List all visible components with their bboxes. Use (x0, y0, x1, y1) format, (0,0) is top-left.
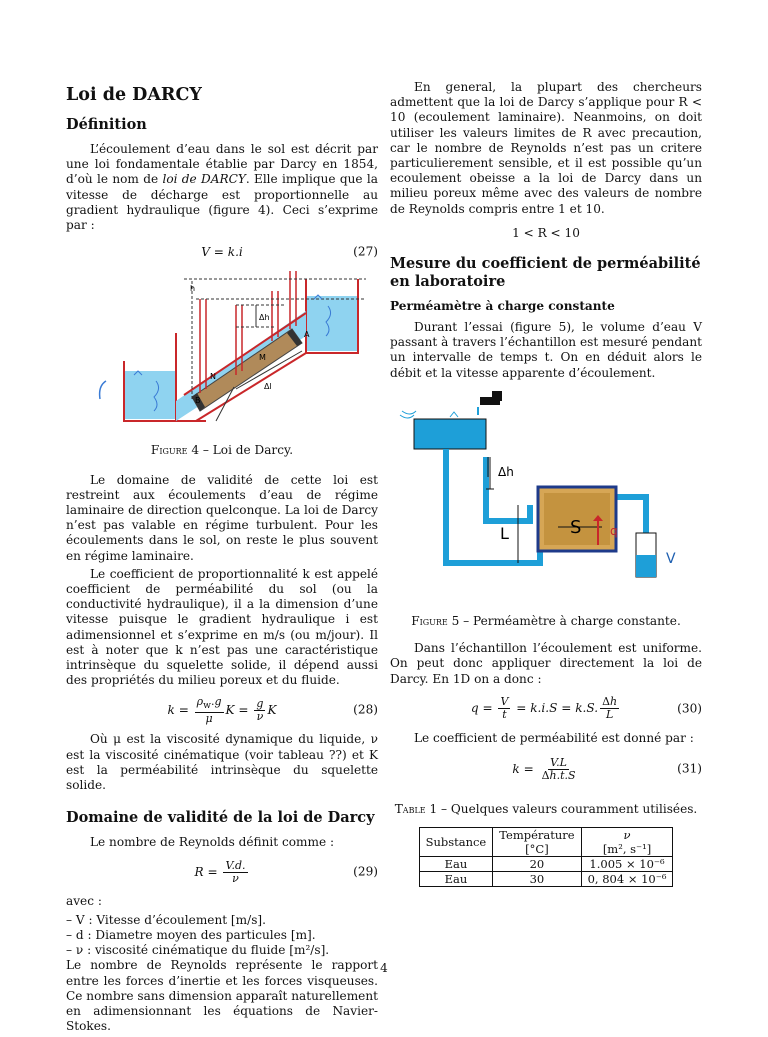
definition-paragraph: L’écoulement d’eau dans le sol est décrit par une loi fondamentale établie par Darcy en 1854, d’où le nom de loi de DARCY. Elle implique que la vitesse de décharge est proportionnelle au gradient hydraulique (figure 4). Ceci s’exprime par : (66, 142, 378, 233)
table-header: Substance (419, 828, 493, 857)
equation-number: (31) (677, 761, 702, 776)
table-row (419, 872, 673, 887)
definition-heading: Définition (66, 116, 147, 133)
label-dh: Δh (259, 313, 270, 323)
label-dh: Δh (498, 464, 514, 479)
list-item: – d : Diametre moyen des particules [m]. (66, 927, 316, 942)
figure-4 (66, 271, 378, 458)
equation-31: k = $\frac{V.L}{\Delta h.t.S}$ (31) (512, 755, 702, 782)
equation-30: q = $\frac{V}{t}$ = k.i.S = k.S. $\frac{\Delta h}{L}$ (30) (470, 695, 702, 722)
durant-paragraph: Durant l’essai (figure 5), le volume d’eau V passant à travers l’échantillon est mesuré pendant un intervalle de temps t. On en déduit alors le débit et la vitesse apparente d’écoulement. (390, 320, 702, 380)
darcy-figure (66, 271, 378, 431)
viscosity-paragraph: Où μ est la viscosité dynamique du liquide, ν est la viscosité cinématique (voir tableau ??) et K est la perméabilité intrinsèque du squelette solide. (66, 732, 378, 793)
equation-28: k = $\frac{\rho_w.g}{\mu}$ K = $\frac{g}{\nu}$ K (28) (167, 694, 378, 726)
equation-number: (30) (677, 701, 702, 716)
equation-27: V = k.i (27) (201, 244, 378, 259)
label-n: N (210, 372, 216, 382)
label-h: h (190, 284, 196, 294)
figure-5-caption: Figure 5 – Perméamètre à charge constante. (411, 614, 681, 629)
values-table (419, 827, 674, 887)
table-header-row (419, 828, 673, 857)
label-b: B (195, 396, 201, 406)
coefk-paragraph: Le coefficient de perméabilité est donné par : (414, 730, 694, 745)
inequality: 1 < R < 10 (512, 226, 580, 241)
permeameter-figure (390, 387, 702, 602)
list-item: – V : Vitesse d’écoulement [m/s]. (66, 912, 266, 927)
table-cell: 20 (493, 857, 581, 872)
reynolds-intro: Le nombre de Reynolds définit comme : (90, 835, 335, 850)
label-l: L (500, 523, 509, 543)
equation-number: (28) (353, 702, 378, 717)
table-cell: 0, 804 × 10⁻⁶ (581, 872, 673, 887)
equation-number: (29) (353, 864, 378, 879)
list-item: – ν : viscosité cinématique du fluide [m²/s]. (66, 943, 330, 958)
label-q: q (610, 523, 618, 538)
label-v: V (666, 550, 676, 567)
subsection-heading: Perméamètre à charge constante (390, 298, 615, 313)
right-column (390, 80, 702, 887)
table-row (419, 857, 673, 872)
uniform-paragraph: Dans l’échantillon l’écoulement est uniforme. On peut donc appliquer directement la loi de Darcy. En 1D on a donc : (390, 641, 702, 686)
label-m: M (259, 353, 266, 363)
page-number: 4 (380, 961, 388, 975)
reynolds-paragraph: Le nombre de Reynolds représente le rapport entre les forces d’inertie et les forces visqueuses. Ce nombre sans dimension apparaît naturellement en adimensionnant les équations de Navier-Stokes. (66, 958, 378, 1034)
equation-number: (27) (353, 244, 378, 259)
table-cell: 1.005 × 10⁻⁶ (581, 857, 673, 872)
table-cell: Eau (419, 857, 493, 872)
table-caption: Table 1 – Quelques valeurs couramment utilisées. (394, 802, 698, 817)
table-cell: 30 (493, 872, 581, 887)
table-header: ν [m², s⁻¹] (581, 828, 673, 857)
section-title: Loi de DARCY (66, 85, 202, 105)
label-a: A (304, 330, 310, 340)
figure-4-caption: Figure 4 – Loi de Darcy. (150, 443, 294, 458)
domain-paragraph: Le domaine de validité de cette loi est restreint aux écoulements d’eau de régime laminaire de direction quelconque. La loi de Darcy n’est pas valable en régime turbulent. Pour les écoulements dans le sol, on reste le plus souvent en régime laminaire. (66, 472, 378, 563)
validity-heading: Domaine de validité de la loi de Darcy (66, 809, 375, 827)
equation-29: R = $\frac{V.d.}{\nu}$ (29) (194, 858, 378, 885)
label-s: S (570, 516, 582, 538)
variable-list (66, 913, 378, 959)
left-column (66, 80, 378, 1037)
table-header: Température [°C] (493, 828, 581, 857)
coefficient-paragraph: Le coefficient de proportionnalité k est appelé coefficient de perméabilité du sol (ou la conductivité hydraulique), il a la dimension d’une vitesse puisque le gradient hydraulique i est adimensionnel et s’exprime en m/s (ou m/jour). Il est à noter que k n’est pas une caractéristique intrinsèque du squelette solide, il dépend aussi des propriétés du milieu poreux et du fluide. (66, 566, 378, 688)
label-dl: Δl (264, 382, 272, 392)
general-paragraph: En general, la plupart des chercheurs admettent que la loi de Darcy s’applique pour R < 10 (ecoulement laminaire). Neanmoins, on doit utiliser les valeurs limites de R avec precaution, car le nombre de Reynolds n’est pas un critere particulierement sensible, et il est possible qu’un ecoulement obeisse a la loi de Darcy dans un milieu poreux même avec des valeurs de nombre de Reynolds compris entre 1 et 10. (390, 80, 702, 216)
measure-heading: Mesure du coefficient de perméabilité en laboratoire (390, 254, 701, 290)
table-cell: Eau (419, 872, 493, 887)
avec-label: avec : (66, 894, 102, 909)
figure-5 (390, 387, 702, 629)
